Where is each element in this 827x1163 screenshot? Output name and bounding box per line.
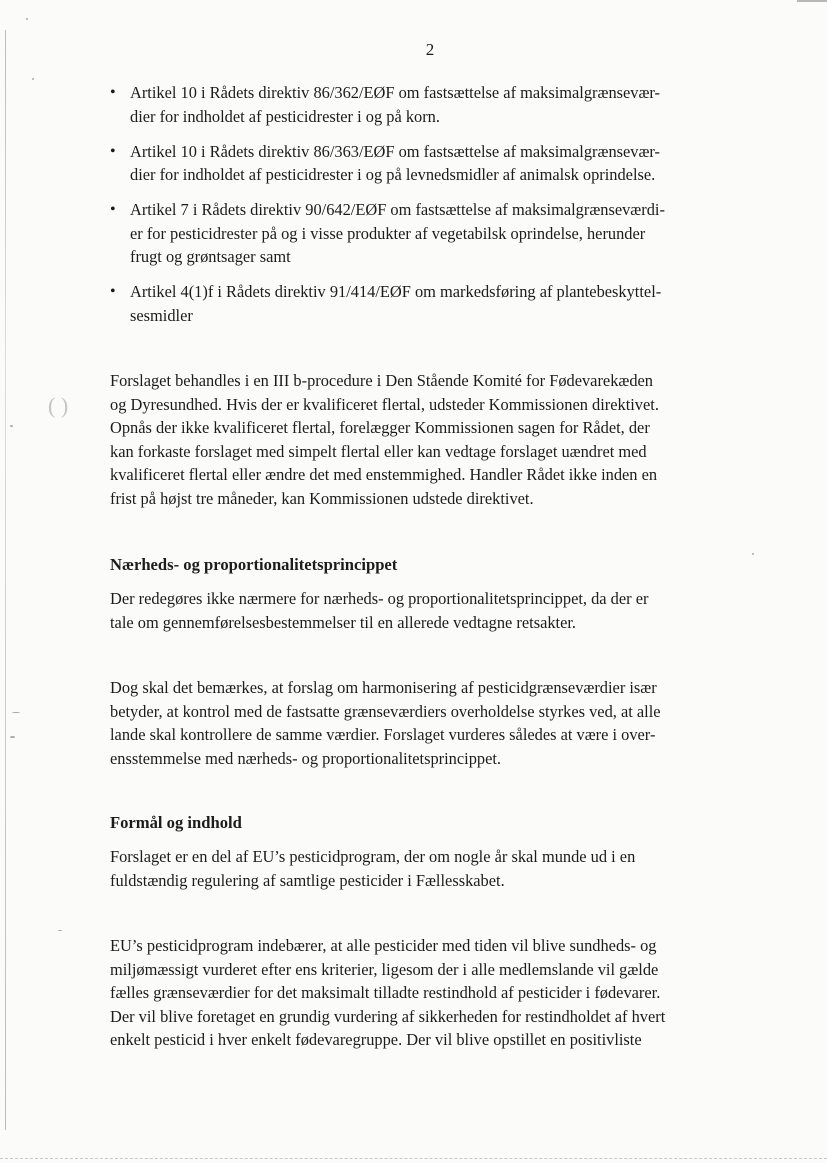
text-line: tale om gennemførelsesbestemmelser til en allerede vedtagne retsakter. [110,612,577,632]
list-item [110,280,750,327]
list-item-line: sesmidler [130,305,193,325]
text-line: Opnås der ikke kvalificeret flertal, forelægger Kommissionen sagen for Rådet, der [110,418,650,438]
section-heading-purpose: Formål og indhold [110,813,242,832]
bullet-icon: • [110,283,116,300]
scan-speck [32,78,34,80]
list-item-line: frugt og grøntsager samt [130,247,291,266]
purpose-paragraph-1 [110,845,755,892]
scan-speck [10,425,13,427]
page-number: 2 [425,40,435,59]
scan-mark: ( ) [48,393,69,418]
list-item-line: Artikel 4(1)f i Rådets direktiv 91/414/EØF om markedsføring af plantebeskyttel- [130,282,662,301]
list-item-line: dier for indholdet af pesticidrester i og på levnedsmidler af animalsk oprindelse. [130,165,656,184]
list-item [110,198,750,269]
text-line: EU’s pesticidprogram indebærer, at alle pesticider med tiden vil blive sundheds- og [110,936,657,955]
list-item-line: dier for indholdet af pesticidrester i og på korn. [130,106,440,126]
bullet-icon: • [110,84,116,101]
text-line: Forslaget er en del af EU’s pesticidprogram, der om nogle år skal munde ud i en [110,847,636,866]
scan-speck [26,18,28,20]
text-line: enkelt pesticid i hver enkelt fødevaregruppe. Der vil blive opstillet en positivliste [110,1030,642,1050]
scan-speck [12,712,20,713]
text-line: miljømæssigt vurderet efter ens kriterier, ligesom der i alle medlemslande vil gælde [110,959,659,979]
scan-edge-left [5,30,6,1130]
scan-speck [58,930,62,931]
text-line: og Dyresundhed. Hvis der er kvalificeret flertal, udsteder Kommissionen direktivet. [110,394,659,414]
directive-list [110,81,750,339]
text-line: betyder, at kontrol med de fastsatte grænseværdiers overholdelse styrkes ved, at alle [110,701,661,721]
subsidiarity-paragraph-2 [110,676,755,770]
list-item-line: Artikel 7 i Rådets direktiv 90/642/EØF om fastsættelse af maksimalgrænseværdi- [130,200,665,219]
purpose-paragraph-2 [110,934,755,1052]
procedure-paragraph [110,369,755,511]
text-line: ensstemmelse med nærheds- og proportionalitetsprincippet. [110,748,502,768]
text-line: Der vil blive foretaget en grundig vurdering af sikkerheden for restindholdet af hvert [110,1006,666,1026]
list-item-line: Artikel 10 i Rådets direktiv 86/363/EØF om fastsættelse af maksimalgrænsevær- [130,141,661,161]
text-line: fuldstændig regulering af samtlige pesticider i Fællesskabet. [110,870,505,890]
text-line: lande skal kontrollere de samme værdier. Forslaget vurderes således at være i over- [110,725,656,745]
bullet-icon: • [110,142,116,160]
text-line: kvalificeret flertal eller ændre det med enstemmighed. Handler Rådet ikke inden en [110,465,658,485]
text-line: fælles grænseværdier for det maksimalt tilladte restindhold af pesticider i fødevarer. [110,983,661,1003]
subsidiarity-paragraph-1 [110,587,755,634]
scan-speck [10,736,15,738]
list-item [110,81,750,128]
text-line: kan forkaste forslaget med simpelt flertal eller kan vedtage forslaget uændret med [110,441,647,461]
text-line: Dog skal det bemærkes, at forslag om harmonisering af pesticidgrænseværdier især [110,678,657,697]
list-item-line: er for pesticidrester på og i visse produkter af vegetabilsk oprindelse, herunder [130,223,646,243]
bullet-icon: • [110,201,116,218]
list-item [110,140,750,187]
text-line: Forslaget behandles i en III b-procedure i Den Stående Komité for Fødevarekæden [110,371,653,390]
list-item-line: Artikel 10 i Rådets direktiv 86/362/EØF om fastsættelse af maksimalgrænsevær- [130,83,661,102]
text-line: frist på højst tre måneder, kan Kommissionen udstede direktivet. [110,488,534,508]
scan-speck [752,553,754,555]
scan-edge-top-right [797,0,827,2]
scan-edge-bottom [0,1158,827,1160]
text-line: Der redegøres ikke nærmere for nærheds- og proportionalitetsprincippet, da der er [110,589,649,608]
section-heading-subsidiarity: Nærheds- og proportionalitetsprincippet [110,555,398,574]
